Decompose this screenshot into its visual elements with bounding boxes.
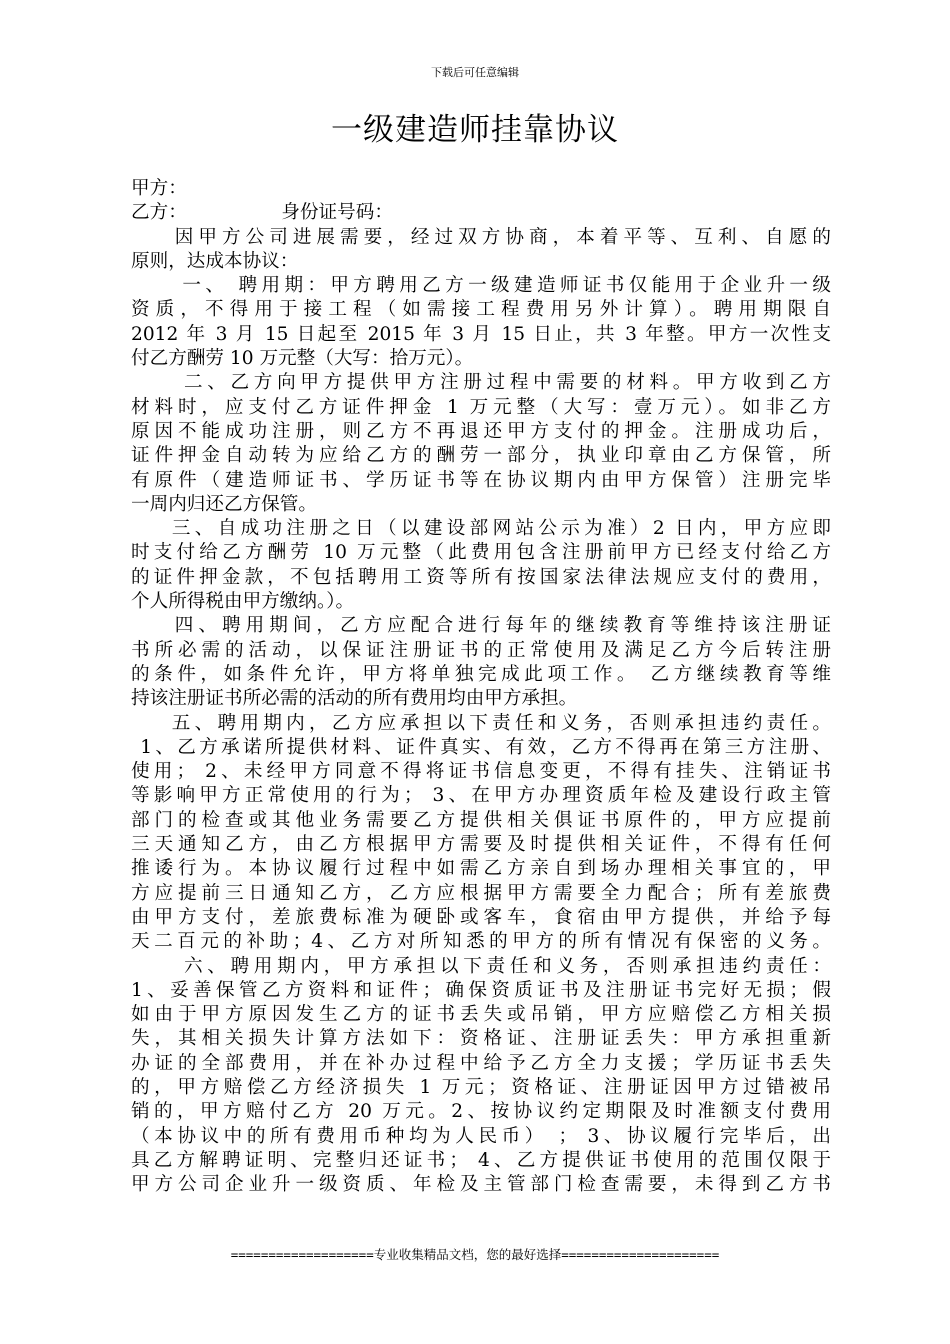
body-line: 材料时，应支付乙方证件押金 1 万元整（大写：壹万元）。如非乙方: [131, 396, 831, 418]
body-line: 部门的检查或其他业务需要乙方提供相关俱证书原件的，甲方应提前: [131, 809, 831, 831]
body-line: 个人所得税由甲方缴纳。）。: [131, 591, 355, 613]
body-line: 四、聘用期间，乙方应配合进行每年的继续教育等维持该注册证: [131, 615, 831, 637]
body-line: 使用； 2、未经甲方同意不得将证书信息变更，不得有挂失、注销证书: [131, 761, 831, 783]
body-line: 办证的全部费用，并在补办过程中给予乙方全力支援；学历证书丢失: [131, 1052, 831, 1074]
header-note: 下载后可任意编辑: [431, 66, 519, 79]
body-line: 1、妥善保管乙方资料和证件；确保资质证书及注册证书完好无损；假: [131, 979, 831, 1001]
body-line: 销的，甲方赔付乙方 20 万元。2、按协议约定期限及时准额支付费用: [131, 1101, 831, 1123]
body-line: 一周内归还乙方保管。: [131, 493, 317, 515]
body-line: 由甲方支付，差旅费标准为硬卧或客车，食宿由甲方提供，并给予每: [131, 906, 831, 928]
body-line: （本协议中的所有费用币种均为人民币） ； 3、协议履行完毕后，出: [131, 1125, 831, 1147]
body-line: 推诿行为。本协议履行过程中如需乙方亲自到场办理相关事宜的，甲: [131, 858, 831, 880]
body-line: 六、聘用期内，甲方承担以下责任和义务，否则承担违约责任：: [131, 955, 831, 977]
body-line: 乙方： 身份证号码：: [131, 202, 393, 224]
body-line: 原则，达成本协议：: [131, 250, 299, 272]
body-line: 持该注册证书所必需的活动的所有费用均由甲方承担。: [131, 688, 578, 710]
body-line: 方应提前三日通知乙方，乙方应根据甲方需要全力配合；所有差旅费: [131, 882, 831, 904]
body-line: 三、自成功注册之日（以建设部网站公示为准）2 日内，甲方应即: [131, 518, 831, 540]
body-line: 天二百元的补助；4、乙方对所知悉的甲方的所有情况有保密的义务。: [131, 931, 831, 953]
body-line: 资质，不得用于接工程（如需接工程费用另外计算）。聘用期限自: [131, 299, 831, 321]
body-line: 有原件（建造师证书、学历证书等在协议期内由甲方保管）注册完毕: [131, 469, 831, 491]
body-line: 书所必需的活动，以保证注册证书的正常使用及满足乙方今后转注册: [131, 639, 831, 661]
body-line: 的证件押金款，不包括聘用工资等所有按国家法律法规应支付的费用，: [131, 566, 831, 588]
footer-note: ===================专业收集精品文档，您的最好选择=====================: [230, 1247, 720, 1262]
body-line: 的条件，如条件允许，甲方将单独完成此项工作。 乙方继续教育等维: [131, 663, 831, 685]
body-line: 五、聘用期内，乙方应承担以下责任和义务，否则承担违约责任。: [131, 712, 831, 734]
body-line: 一、 聘用期：甲方聘用乙方一级建造师证书仅能用于企业升一级: [131, 275, 831, 297]
body-line: 甲方：: [131, 178, 187, 199]
body-line: 三天通知乙方，由乙方根据甲方需要及时提供相关证件，不得有任何: [131, 834, 831, 856]
body-line: 付乙方酬劳 10 万元整（大写：拾万元）。: [131, 348, 474, 370]
body-line: 证件押金自动转为应给乙方的酬劳一部分，执业印章由乙方保管，所: [131, 445, 831, 467]
body-line: 失，其相关损失计算方法如下：资格证、注册证丢失：甲方承担重新: [131, 1028, 831, 1050]
body-line: 的，甲方赔偿乙方经济损失 1 万元；资格证、注册证因甲方过错被吊: [131, 1076, 831, 1098]
agreement-body: [131, 177, 831, 1197]
body-line: 甲方公司企业升一级资质、年检及主管部门检查需要，未得到乙方书: [131, 1174, 831, 1196]
body-line: 2012 年 3 月 15 日起至 2015 年 3 月 15 日止，共 3 年整。甲方一次性支: [131, 323, 831, 345]
body-line: 时支付给乙方酬劳 10 万元整（此费用包含注册前甲方已经支付给乙方: [131, 542, 831, 564]
body-line: 因甲方公司进展需要，经过双方协商，本着平等、互利、自愿的: [131, 226, 831, 248]
body-line: 如由于甲方原因发生乙方的证书丢失或吊销，甲方应赔偿乙方相关损: [131, 1004, 831, 1026]
document-title: 一级建造师挂靠协议: [331, 112, 619, 148]
body-line: 具乙方解聘证明、完整归还证书； 4、乙方提供证书使用的范围仅限于: [131, 1149, 831, 1171]
body-line: 等影响甲方正常使用的行为； 3、在甲方办理资质年检及建设行政主管: [131, 785, 831, 807]
body-line: 二、乙方向甲方提供甲方注册过程中需要的材料。甲方收到乙方: [131, 372, 831, 394]
body-line: 原因不能成功注册，则乙方不再退还甲方支付的押金。注册成功后，: [131, 420, 831, 442]
body-line: 1、乙方承诺所提供材料、证件真实、有效，乙方不得再在第三方注册、: [131, 736, 831, 758]
